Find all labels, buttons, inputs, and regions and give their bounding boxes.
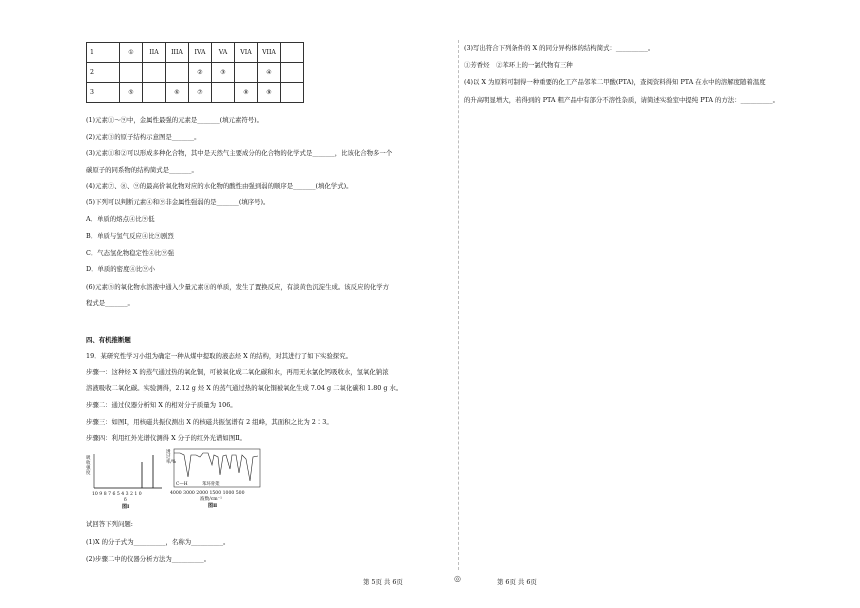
table-cell	[212, 83, 235, 103]
table-row	[87, 63, 304, 83]
nmr-ticks: 10 9 8 7 6 5 4 3 2 1 0	[92, 492, 142, 497]
periodic-table	[86, 42, 304, 103]
table-cell	[143, 63, 166, 83]
question-line: (3)写出符合下列条件的 X 的同分异构体的结构简式：__________。	[464, 44, 655, 52]
question-line: 步骤二：通过仪器分析知 X 的相对分子质量为 106。	[86, 401, 237, 409]
page-number-right: 第 6页 共 6页	[497, 578, 537, 586]
ir-ticks: 4000 3000 2000 1500 1000 500	[170, 491, 245, 496]
table-cell: IIA	[143, 43, 166, 63]
option-line: C．气态氢化物稳定性④比⑨强	[86, 249, 174, 257]
table-cell: ①	[120, 43, 143, 63]
option-line: A．单质的熔点④比⑨低	[86, 215, 155, 223]
figure-caption: 图Ⅱ	[208, 503, 218, 509]
ir-ylabel: 透过率/%	[166, 450, 177, 465]
option-line: B．单质与氢气反应④比⑨剧烈	[86, 232, 174, 240]
table-cell: ②	[189, 63, 212, 83]
table-cell: IIIA	[166, 43, 189, 63]
option-line: D．单质的密度④比⑨小	[86, 265, 156, 273]
column-divider	[458, 40, 459, 570]
question-line: (1)X 的分子式为__________，名称为__________。	[86, 538, 230, 546]
table-cell	[281, 63, 304, 83]
figure-caption: 图Ⅰ	[122, 504, 130, 510]
table-cell	[120, 63, 143, 83]
ir-label-ch: C—H	[176, 482, 188, 487]
table-cell	[281, 83, 304, 103]
question-line: (1)元素①～⑨中，金属性最强的元素是_______(填元素符号)。	[86, 116, 263, 124]
question-line: (2)元素③的原子结构示意图是_______。	[86, 133, 201, 141]
question-line: 碳原子的同系物的结构简式是_______。	[86, 166, 198, 174]
question-line: 步骤一：这种烃 X 的蒸气通过热的氧化铜，可被氧化成二氧化碳和水，再用无水氯化钙吸收水，氢氧化钠浓	[86, 368, 389, 376]
table-row	[87, 43, 304, 63]
page-separator: ◎	[454, 574, 461, 583]
table-cell: VIIA	[258, 43, 281, 63]
nmr-unit: δ	[124, 498, 127, 503]
table-cell: 3	[87, 83, 120, 103]
table-cell: ⑥	[166, 83, 189, 103]
table-cell: IVA	[189, 43, 212, 63]
question-line: (4)元素⑦、⑧、⑨的最高价氧化物对应的水化物的酸性由强到弱的顺序是_______(填化学式)。	[86, 182, 353, 190]
table-cell	[143, 83, 166, 103]
ir-label-ring: 苯环骨架	[202, 482, 220, 487]
section-title: 四、有机推断题	[86, 336, 131, 344]
table-cell: ⑨	[258, 83, 281, 103]
table-cell: VA	[212, 43, 235, 63]
question-line: (5)下列可以判断元素④和⑨非金属性强弱的是_______(填序号)。	[86, 198, 270, 206]
table-cell: ⑦	[189, 83, 212, 103]
table-cell: 1	[87, 43, 120, 63]
page-number-left: 第 5页 共 6页	[363, 578, 403, 586]
nmr-figure	[86, 450, 166, 520]
table-cell	[281, 43, 304, 63]
table-cell	[166, 63, 189, 83]
question-line: (6)元素⑤的氧化物水溶液中通入少量元素⑧的单质，发生了置换反应，有淡黄色沉淀生成。该反应的化学方	[86, 283, 390, 291]
table-cell: ⑧	[235, 83, 258, 103]
table-cell: 2	[87, 63, 120, 83]
question-line: 的升高明显增大，若得到的 PTA 粗产品中有部分不溶性杂质，请简述实验室中提纯 PTA 的方法：__________。	[464, 96, 779, 104]
ir-xlabel: 波数/cm⁻¹	[200, 497, 222, 502]
question-line: (3)元素①和②可以形成多种化合物，其中是天然气主要成分的化合物的化学式是_______，比该化合物多一个	[86, 149, 393, 157]
table-cell	[235, 63, 258, 83]
nmr-ylabel: 吸收强度	[86, 456, 91, 476]
table-cell: ⑤	[120, 83, 143, 103]
table-cell: ③	[212, 63, 235, 83]
ir-figure	[166, 447, 262, 523]
question-line: 步骤四：利用红外光谱仪测得 X 分子的红外光谱如图Ⅱ。	[86, 434, 246, 442]
table-row	[87, 83, 304, 103]
question-line: (2)步骤二中的仪器分析方法为__________。	[86, 555, 211, 563]
question-line: 程式是_______。	[86, 299, 134, 307]
question-line: 19．某研究性学习小组为确定一种从煤中提取的液态烃 X 的结构，对其进行了如下实验探究。	[86, 352, 352, 360]
table-cell: ④	[258, 63, 281, 83]
question-line: 溶液吸收二氧化碳。实验测得，2.12 g 烃 X 的蒸气通过热的氧化铜被氧化生成 7.04 g 二氧化碳和 1.80 g 水。	[86, 384, 403, 392]
question-line: ①芳香烃 ②苯环上的一氯代物有三种	[464, 61, 573, 69]
question-line: 步骤三：如图Ⅰ，用核磁共振仪测出 X 的核磁共振氢谱有 2 组峰，其面积之比为 2∶3。	[86, 418, 333, 426]
table-cell: VIA	[235, 43, 258, 63]
question-line: 试回答下列问题:	[86, 520, 133, 528]
question-line: (4)以 X 为原料可制得一种重要的化工产品邻苯二甲酸(PTA)，查阅资料得知 PTA 在水中的溶解度随着温度	[464, 78, 766, 86]
